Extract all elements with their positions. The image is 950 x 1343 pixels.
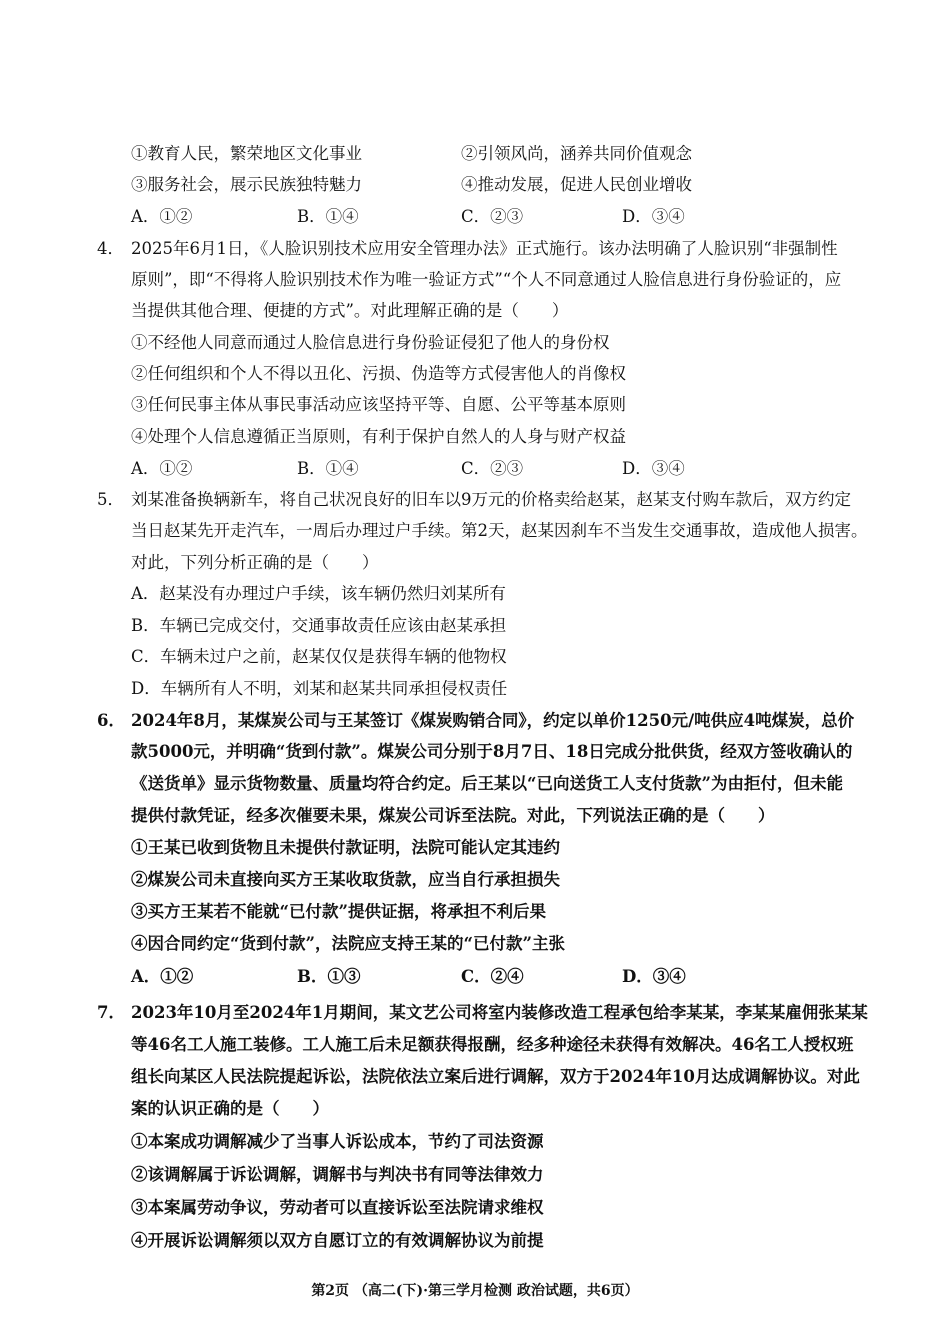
- prev-choice-b: B．①④: [297, 207, 359, 226]
- q6-choice-d: D．③④: [622, 967, 686, 986]
- q7-stem-line-3: 组长向某区人民法院提起诉讼，法院依法立案后进行调解，双方于2024年10月达成调解协议。对此: [131, 1067, 860, 1086]
- q4-choice-d: D．③④: [622, 459, 685, 478]
- q6-stem-line-3: 《送货单》显示货物数量、质量均符合约定。后王某以“已向送货工人支付货款”为由拒付，但未能: [131, 774, 843, 793]
- q5-option-d: D．车辆所有人不明，刘某和赵某共同承担侵权责任: [131, 679, 508, 698]
- q7-item-3: ③本案属劳动争议，劳动者可以直接诉讼至法院请求维权: [131, 1198, 544, 1217]
- q6-stem-line-1: 2024年8月，某煤炭公司与王某签订《煤炭购销合同》，约定以单价1250元/吨供应4吨煤炭，总价: [131, 711, 855, 730]
- q6-choice-c: C．②④: [461, 967, 524, 986]
- q6-stem-line-4: 提供付款凭证，经多次催要未果，煤炭公司诉至法院。对此，下列说法正确的是（ ）: [131, 806, 775, 825]
- q6-stem-line-2: 款5000元，并明确“货到付款”。煤炭公司分别于8月7日、18日完成分批供货，经双方签收确认的: [131, 742, 853, 761]
- q4-number: 4．: [97, 239, 124, 258]
- q7-item-1: ①本案成功调解减少了当事人诉讼成本，节约了司法资源: [131, 1132, 544, 1151]
- q5-stem-line-1: 刘某准备换辆新车，将自己状况良好的旧车以9万元的价格卖给赵某，赵某支付购车款后，双方约定: [131, 490, 851, 509]
- prev-item-3: ③服务社会，展示民族独特魅力: [131, 175, 362, 194]
- q4-choice-c: C．②③: [461, 459, 524, 478]
- q7-item-2: ②该调解属于诉讼调解，调解书与判决书有同等法律效力: [131, 1165, 544, 1184]
- q7-stem-line-2: 等46名工人施工装修。工人施工后未足额获得报酬，经多种途径未获得有效解决。46名工人授权班: [131, 1035, 854, 1054]
- q6-choice-a: A．①②: [131, 967, 194, 986]
- q5-option-b: B．车辆已完成交付，交通事故责任应该由赵某承担: [131, 616, 507, 635]
- q5-option-a: A．赵某没有办理过户手续，该车辆仍然归刘某所有: [131, 584, 506, 603]
- q4-stem-line-3: 当提供其他合理、便捷的方式”。对此理解正确的是（ ）: [131, 301, 569, 320]
- q4-item-3: ③任何民事主体从事民事活动应该坚持平等、自愿、公平等基本原则: [131, 395, 626, 414]
- q4-stem-line-1: 2025年6月1日，《人脸识别技术应用安全管理办法》正式施行。该办法明确了人脸识别“非强制性: [131, 239, 838, 258]
- q7-number: 7．: [97, 1003, 125, 1022]
- q5-stem-line-2: 当日赵某先开走汽车，一周后办理过户手续。第2天，赵某因刹车不当发生交通事故，造成他人损害。: [131, 521, 868, 540]
- q4-item-1: ①不经他人同意而通过人脸信息进行身份验证侵犯了他人的身份权: [131, 333, 610, 352]
- q7-stem-line-4: 案的认识正确的是（ ）: [131, 1099, 329, 1118]
- q7-stem-line-1: 2023年10月至2024年1月期间，某文艺公司将室内装修改造工程承包给李某某，李某某雇佣张某某: [131, 1003, 868, 1022]
- q6-choice-b: B．①③: [297, 967, 361, 986]
- q4-choice-b: B．①④: [297, 459, 359, 478]
- q6-item-4: ④因合同约定“货到付款”，法院应支持王某的“已付款”主张: [131, 934, 565, 953]
- q4-item-2: ②任何组织和个人不得以丑化、污损、伪造等方式侵害他人的肖像权: [131, 364, 626, 383]
- q6-item-2: ②煤炭公司未直接向买方王某收取货款，应当自行承担损失: [131, 870, 560, 889]
- prev-choice-a: A．①②: [131, 207, 193, 226]
- prev-item-1: ①教育人民，繁荣地区文化事业: [131, 144, 362, 163]
- prev-item-2: ②引领风尚，涵养共同价值观念: [461, 144, 692, 163]
- prev-choice-c: C．②③: [461, 207, 524, 226]
- q4-item-4: ④处理个人信息遵循正当原则，有利于保护自然人的人身与财产权益: [131, 427, 626, 446]
- q5-stem-line-3: 对此，下列分析正确的是（ ）: [131, 553, 379, 572]
- q4-choice-a: A．①②: [131, 459, 193, 478]
- prev-item-4: ④推动发展，促进人民创业增收: [461, 175, 692, 194]
- q6-item-3: ③买方王某若不能就“已付款”提供证据，将承担不利后果: [131, 902, 546, 921]
- q4-stem-line-2: 原则”，即“不得将人脸识别技术作为唯一验证方式”“个人不同意通过人脸信息进行身份验证的，应: [131, 270, 842, 289]
- q5-option-c: C．车辆未过户之前，赵某仅仅是获得车辆的他物权: [131, 647, 507, 666]
- q5-number: 5．: [97, 490, 124, 509]
- q7-item-4: ④开展诉讼调解须以双方自愿订立的有效调解协议为前提: [131, 1231, 544, 1250]
- q6-number: 6．: [97, 711, 125, 730]
- q6-item-1: ①王某已收到货物且未提供付款证明，法院可能认定其违约: [131, 838, 560, 857]
- prev-choice-d: D．③④: [622, 207, 685, 226]
- page-footer: 第2页 （高二(下)·第三学月检测 政治试题，共6页）: [311, 1283, 639, 1299]
